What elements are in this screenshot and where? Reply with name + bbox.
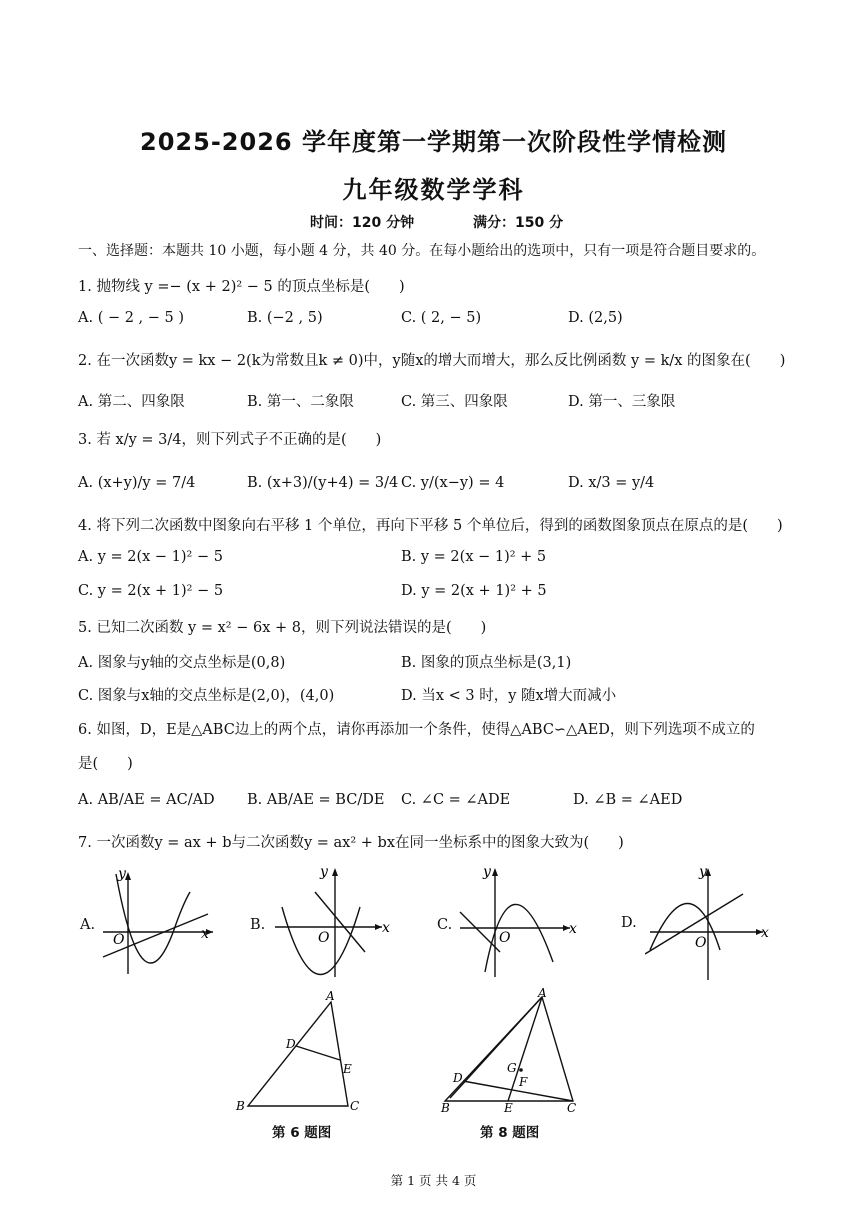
question-3-stem: 3. 若 x/y = 3/4，则下列式子不正确的是( )	[78, 432, 382, 448]
question-7-stem: 7. 一次函数y = ax + b与二次函数y = ax² + bx在同一坐标系中的图象大致为( )	[78, 835, 624, 851]
figure-6-caption: 第 6 题图	[272, 1125, 332, 1141]
q2-option-b: B. 第一、二象限	[247, 394, 354, 410]
svg-text:x: x	[201, 926, 209, 942]
svg-text:C: C	[567, 1101, 577, 1115]
q7-graph-d	[645, 862, 770, 982]
svg-text:y: y	[320, 864, 328, 880]
svg-text:G: G	[507, 1061, 517, 1075]
svg-text:A: A	[538, 986, 547, 1000]
svg-text:y: y	[483, 864, 491, 880]
page-footer: 第 1 页 共 4 页	[390, 1173, 477, 1188]
svg-text:x: x	[569, 921, 577, 937]
exam-time: 时间：120 分钟	[310, 215, 415, 231]
q7-option-d-label: D.	[621, 915, 637, 931]
q3-option-a: A. (x+y)/y = 7/4	[78, 475, 196, 491]
question-2-stem: 2. 在一次函数y = kx − 2(k为常数且k ≠ 0)中，y随x的增大而增大，那么反比例函数 y = k/x 的图象在( )	[78, 353, 786, 369]
exam-score: 满分：150 分	[473, 215, 564, 231]
svg-text:O: O	[113, 932, 125, 948]
svg-text:A: A	[326, 990, 335, 1003]
q3-option-b: B. (x+3)/(y+4) = 3/4	[247, 475, 399, 491]
figure-6-triangle	[230, 990, 370, 1115]
q7-option-c-label: C.	[437, 917, 453, 933]
exam-title: 2025-2026 学年度第一学期第一次阶段性学情检测	[140, 128, 727, 156]
q2-option-a: A. 第二、四象限	[78, 394, 185, 410]
q2-option-d: D. 第一、三象限	[568, 394, 676, 410]
svg-text:y: y	[118, 866, 126, 882]
q3-option-d: D. x/3 = y/4	[568, 475, 655, 491]
q7-option-b-label: B.	[250, 917, 266, 933]
q7-graph-a	[98, 862, 223, 982]
question-4-stem: 4. 将下列二次函数中图象向右平移 1 个单位，再向下平移 5 个单位后，得到的函数图象顶点在原点的是( )	[78, 518, 783, 534]
svg-text:y: y	[699, 864, 707, 880]
q6-option-c: C. ∠C = ∠ADE	[401, 792, 511, 808]
svg-text:x: x	[761, 925, 769, 941]
q2-option-c: C. 第三、四象限	[401, 394, 508, 410]
q1-option-c: C. ( 2, − 5)	[401, 310, 482, 326]
question-5-stem: 5. 已知二次函数 y = x² − 6x + 8，则下列说法错误的是( )	[78, 620, 487, 636]
exam-subject: 九年级数学学科	[342, 176, 525, 204]
svg-text:O: O	[499, 930, 511, 946]
q1-option-d: D. (2,5)	[568, 310, 623, 326]
q3-option-c: C. y/(x−y) = 4	[401, 475, 505, 491]
svg-text:B: B	[441, 1101, 450, 1115]
figure-8-triangle	[433, 985, 583, 1117]
q6-option-a: A. AB/AE = AC/AD	[78, 792, 215, 808]
question-6-stem-continued: 是( )	[78, 756, 133, 772]
q7-graph-c	[455, 862, 580, 982]
svg-text:D: D	[286, 1037, 296, 1051]
figure-8-caption: 第 8 题图	[480, 1125, 540, 1141]
q5-option-a: A. 图象与y轴的交点坐标是(0,8)	[78, 655, 286, 671]
q7-option-a-label: A.	[80, 917, 96, 933]
svg-text:C: C	[350, 1099, 360, 1113]
q4-option-d: D. y = 2(x + 1)² + 5	[401, 583, 547, 599]
svg-text:D: D	[453, 1071, 463, 1085]
q6-option-b: B. AB/AE = BC/DE	[247, 792, 385, 808]
section-heading: 一、选择题：本题共 10 小题，每小题 4 分，共 40 分。在每小题给出的选项中，只有一项是符合题目要求的。	[78, 243, 766, 259]
q5-option-b: B. 图象的顶点坐标是(3,1)	[401, 655, 572, 671]
svg-text:O: O	[695, 935, 707, 951]
q1-option-b: B. (−2 , 5)	[247, 310, 323, 326]
q5-option-d: D. 当x < 3 时，y 随x增大而减小	[401, 688, 617, 704]
q4-option-c: C. y = 2(x + 1)² − 5	[78, 583, 224, 599]
q6-option-d: D. ∠B = ∠AED	[573, 792, 683, 808]
q5-option-c: C. 图象与x轴的交点坐标是(2,0)，(4,0)	[78, 688, 335, 704]
q4-option-b: B. y = 2(x − 1)² + 5	[401, 549, 547, 565]
svg-text:x: x	[382, 920, 390, 936]
svg-text:F: F	[519, 1075, 528, 1089]
svg-text:O: O	[318, 930, 330, 946]
svg-text:B: B	[236, 1099, 245, 1113]
question-1-stem: 1. 抛物线 y =− (x + 2)² − 5 的顶点坐标是( )	[78, 279, 405, 295]
svg-text:E: E	[343, 1062, 352, 1076]
q4-option-a: A. y = 2(x − 1)² − 5	[78, 549, 223, 565]
question-6-stem: 6. 如图，D，E是△ABC边上的两个点，请你再添加一个条件，使得△ABC∽△AED，则下列选项不成立的	[78, 722, 755, 738]
q7-graph-b	[270, 862, 395, 982]
svg-text:E: E	[504, 1101, 513, 1115]
q1-option-a: A. ( − 2 , − 5 )	[78, 310, 185, 326]
